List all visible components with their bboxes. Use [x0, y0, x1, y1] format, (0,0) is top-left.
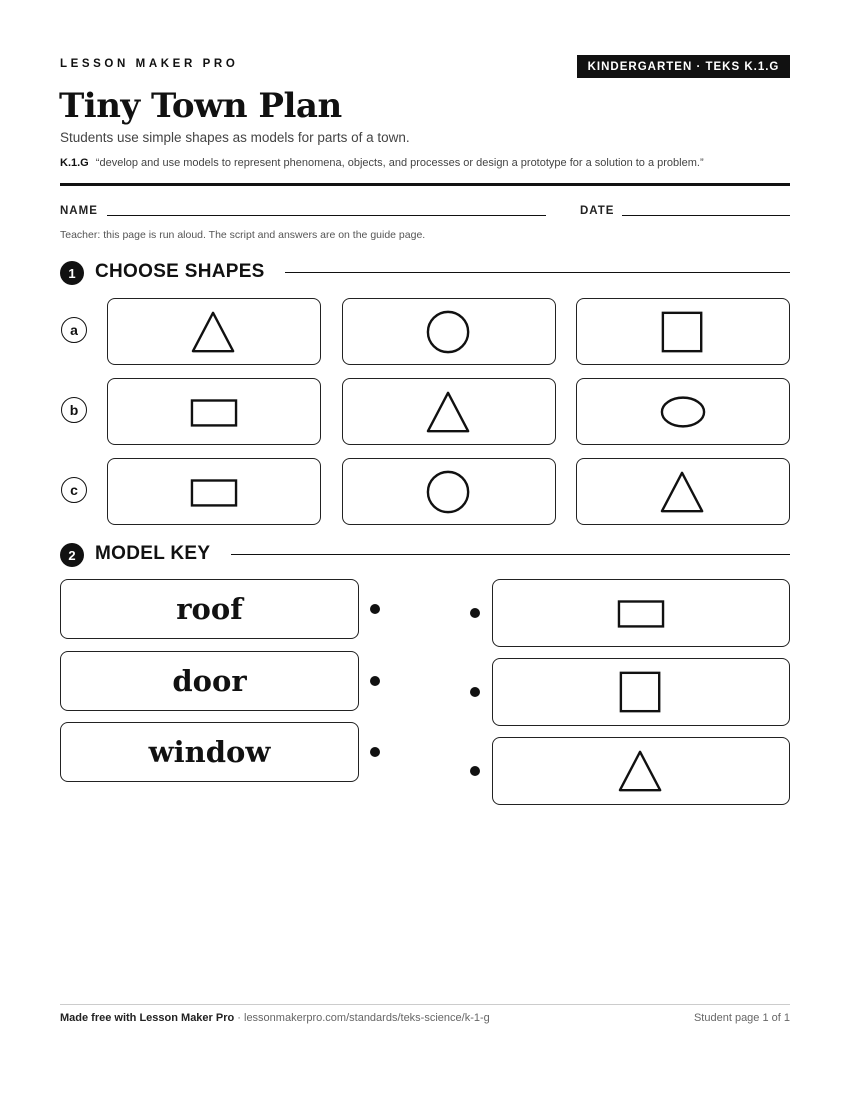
shape-choice-card[interactable] — [107, 298, 321, 365]
standard-code: K.1.G — [60, 157, 89, 169]
section-number: 1 — [60, 261, 84, 285]
shape-choice-card[interactable] — [576, 298, 790, 365]
word-label: door — [172, 664, 247, 698]
shape-choice-card[interactable] — [107, 378, 321, 445]
circle-icon — [425, 469, 473, 515]
rectangle-icon — [190, 389, 238, 435]
shape-choice-card[interactable] — [342, 458, 556, 525]
footer-made-by: Made free with Lesson Maker Pro — [60, 1012, 235, 1024]
word-card — [60, 651, 359, 711]
match-dot[interactable] — [470, 687, 480, 697]
rectangle-icon — [190, 469, 238, 515]
shape-choice-card[interactable] — [576, 458, 790, 525]
match-dot[interactable] — [370, 604, 380, 614]
section-title: MODEL KEY — [95, 543, 211, 564]
match-dot[interactable] — [470, 608, 480, 618]
standard-text: “develop and use models to represent phenomena, objects, and processes or design a prototype for a solution to a problem.” — [95, 157, 704, 169]
shape-choice-card[interactable] — [107, 458, 321, 525]
date-field[interactable] — [622, 215, 790, 216]
teacher-note: Teacher: this page is run aloud. The script and answers are on the guide page. — [60, 229, 426, 241]
shape-card — [492, 737, 790, 805]
page-subtitle: Students use simple shapes as models for parts of a town. — [60, 130, 410, 145]
footer-page-number: Student page 1 of 1 — [693, 1012, 790, 1024]
row-letter: a — [61, 317, 87, 343]
section-rule — [285, 272, 790, 273]
header-divider — [60, 183, 790, 186]
grade-standard-badge: KINDERGARTEN · TEKS K.1.G — [577, 55, 790, 78]
shape-card — [492, 658, 790, 726]
page-title: Tiny Town Plan — [59, 86, 342, 126]
square-icon — [659, 309, 707, 355]
date-label: DATE — [580, 205, 615, 217]
word-card — [60, 579, 359, 639]
oval-icon — [659, 389, 707, 435]
section-title: CHOOSE SHAPES — [95, 261, 265, 282]
rectangle-icon — [617, 590, 665, 636]
triangle-icon — [425, 389, 473, 435]
footer-url: · lessonmakerpro.com/standards/teks-science/k-1-g — [234, 1012, 490, 1024]
triangle-icon — [659, 469, 707, 515]
shape-choice-card[interactable] — [576, 378, 790, 445]
row-letter: c — [61, 477, 87, 503]
name-field[interactable] — [107, 215, 546, 216]
match-dot[interactable] — [370, 747, 380, 757]
section-number: 2 — [60, 543, 84, 567]
footer-credit — [60, 1012, 490, 1024]
name-label: NAME — [60, 205, 98, 217]
square-icon — [617, 669, 665, 715]
shape-card — [492, 579, 790, 647]
match-dot[interactable] — [470, 766, 480, 776]
footer-divider — [60, 1004, 790, 1005]
match-dot[interactable] — [370, 676, 380, 686]
triangle-icon — [190, 309, 238, 355]
shape-choice-card[interactable] — [342, 298, 556, 365]
triangle-icon — [617, 748, 665, 794]
circle-icon — [425, 309, 473, 355]
row-letter: b — [61, 397, 87, 423]
standard-line — [60, 157, 704, 169]
brand-name: LESSON MAKER PRO — [60, 58, 239, 70]
word-label: window — [148, 735, 271, 769]
shape-choice-card[interactable] — [342, 378, 556, 445]
word-label: roof — [176, 592, 243, 626]
section-rule — [231, 554, 790, 555]
word-card — [60, 722, 359, 782]
